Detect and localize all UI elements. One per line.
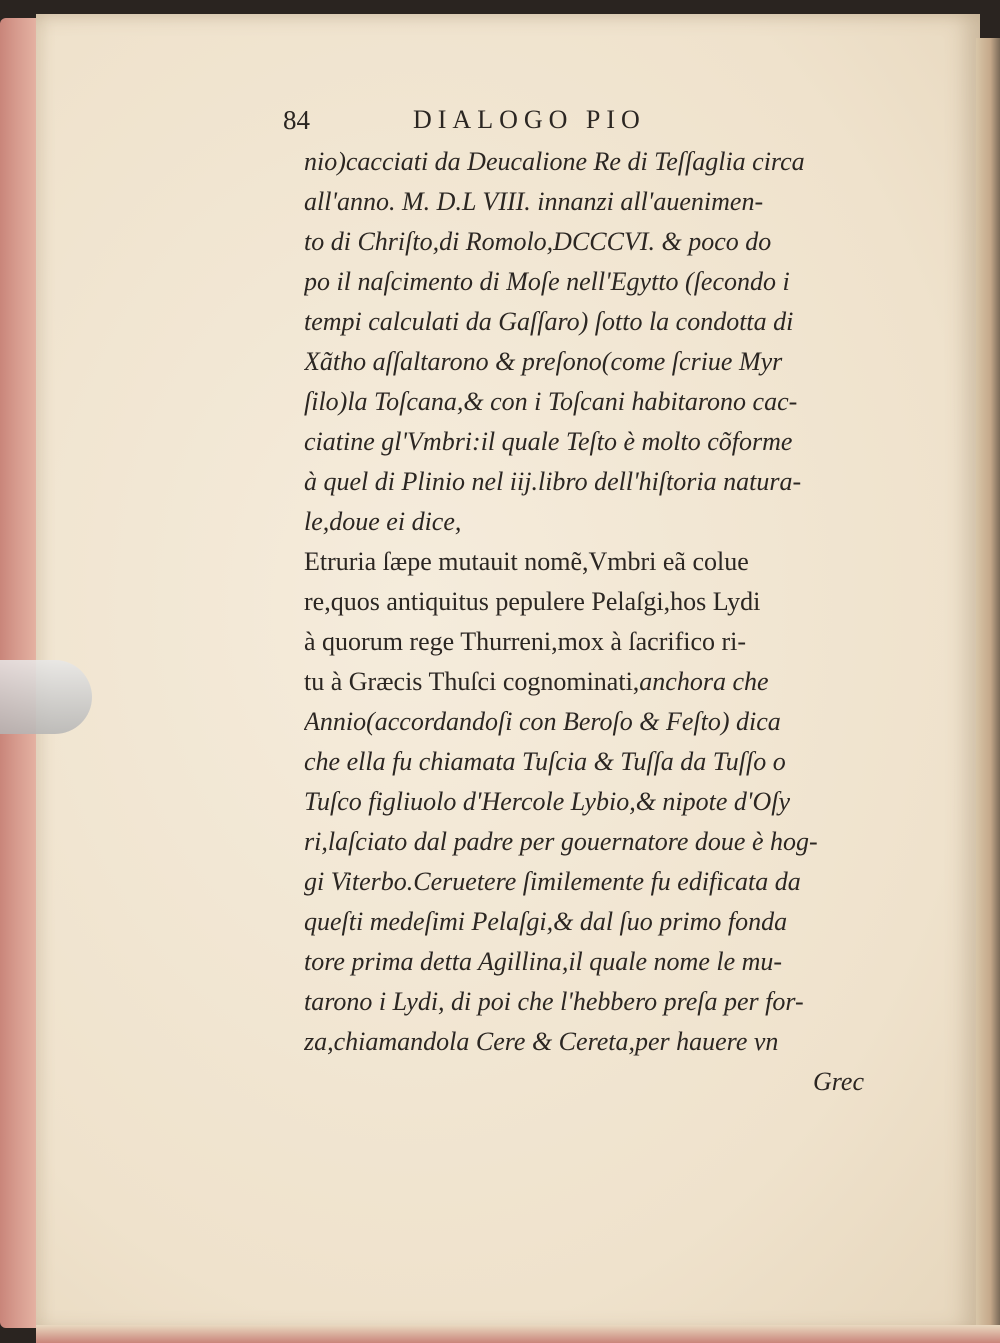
text-line: ſilo)la Toſcana,& con i Toſcani habitarono cac- bbox=[304, 387, 798, 416]
page-clip-marker bbox=[0, 660, 92, 734]
text-line: za,chiamandola Cere & Cereta,per hauere vn bbox=[304, 1027, 779, 1056]
page-gutter bbox=[976, 38, 1000, 1338]
text-line: Tuſco figliuolo d'Hercole Lybio,& nipote d'Oſy bbox=[304, 787, 791, 816]
text-line: queſti medeſimi Pelaſgi,& dal ſuo primo fonda bbox=[304, 907, 788, 936]
italic-resume: anchora che bbox=[639, 667, 769, 696]
running-head: DIALOGO PIO bbox=[413, 105, 646, 134]
page-number: 84 bbox=[283, 105, 310, 135]
text-line: Xãtho aſſaltarono & preſono(come ſcriue Myr bbox=[304, 347, 783, 376]
text-line-quote: Etruria ſæpe mutauit nomẽ,Vmbri eã colue bbox=[304, 547, 749, 576]
text-line: nio)cacciati da Deucalione Re di Teſſaglia circa bbox=[304, 147, 805, 176]
catchword: Grec bbox=[812, 1067, 864, 1096]
quote-tail: tu à Græcis Thuſci cognominati, bbox=[304, 667, 640, 696]
text-line: tarono i Lydi, di poi che l'hebbero preſa per for- bbox=[304, 987, 804, 1016]
text-line: tore prima detta Agillina,il quale nome le mu- bbox=[304, 947, 783, 976]
text-line: ri,laſciato dal padre per gouernatore doue è hog- bbox=[304, 827, 818, 856]
text-line: to di Chriſto,di Romolo,DCCCVI. & poco do bbox=[304, 227, 772, 256]
text-line: ciatine gl'Vmbri:il quale Teſto è molto cõforme bbox=[304, 427, 793, 456]
text-line: tempi calculati da Gaſſaro) ſotto la condotta di bbox=[304, 307, 794, 336]
text-body bbox=[304, 142, 894, 1102]
text-line: all'anno. M. D.L VIII. innanzi all'auenimen- bbox=[304, 187, 764, 216]
text-line: le,doue ei dice, bbox=[304, 507, 462, 536]
book-bottom-edge bbox=[36, 1325, 1000, 1343]
text-line-quote: à quorum rege Thurreni,mox à ſacrifico ri- bbox=[304, 627, 747, 656]
text-line: gi Viterbo.Ceruetere ſimilemente fu edificata da bbox=[304, 867, 801, 896]
text-line: po il naſcimento di Moſe nell'Egytto (ſecondo i bbox=[304, 267, 790, 296]
text-line-mixed bbox=[304, 662, 894, 702]
text-line-quote: re,quos antiquitus pepulere Pelaſgi,hos Lydi bbox=[304, 587, 761, 616]
text-line: à quel di Plinio nel iij.libro dell'hiſtoria natura- bbox=[304, 467, 802, 496]
text-line: che ella fu chiamata Tuſcia & Tuſſa da Tuſſo o bbox=[304, 747, 786, 776]
text-line: Annio(accordandoſi con Beroſo & Feſto) dica bbox=[304, 707, 781, 736]
page-header bbox=[283, 105, 883, 145]
